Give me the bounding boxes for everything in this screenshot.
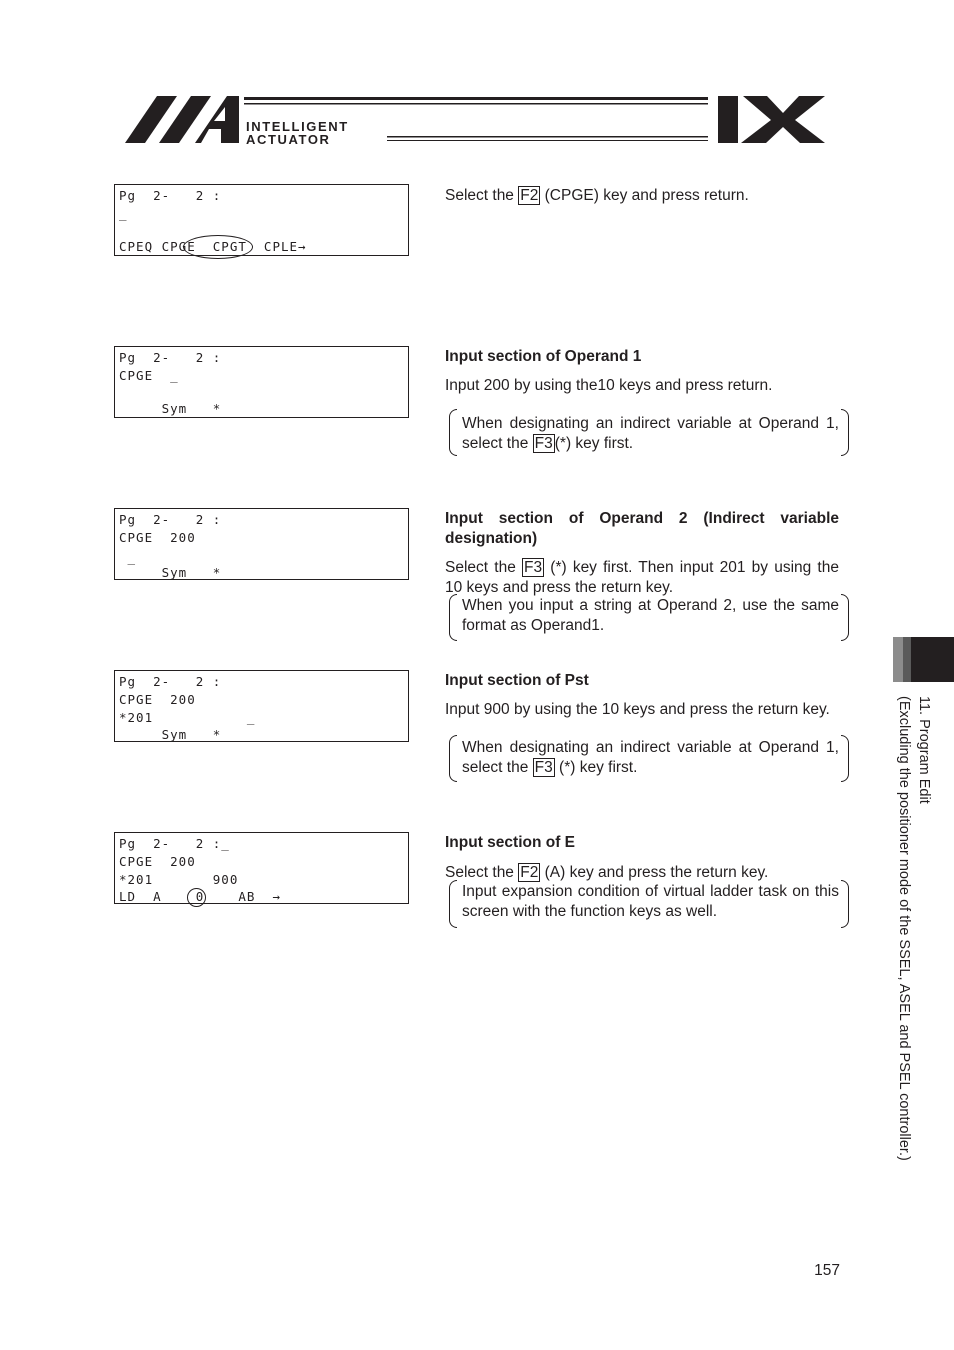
lcd-line: CPEQ CPGE CPGT CPLE→ — [119, 239, 307, 254]
lcd-line: LD A 0 AB → — [119, 889, 281, 904]
chapter-title-line2: (Excluding the positioner mode of the SSEL, ASEL and PSEL controller.) — [896, 696, 912, 1161]
step-3-heading: Input section of Operand 2 (Indirect variable designation) — [445, 510, 839, 547]
lcd-line: Sym * — [119, 727, 222, 742]
lcd-line: _ — [119, 206, 128, 221]
lcd-line: _ — [119, 550, 137, 565]
step-2-heading: Input section of Operand 1 — [445, 348, 642, 365]
step-3-instruction: Select the F3 (*) key first. Then input 201 by using the 10 keys and press the return key. — [445, 559, 839, 596]
brand-name-line1: INTELLIGENT — [246, 119, 349, 134]
lcd-line: *201 _ — [119, 710, 256, 725]
function-key-label: F2 — [520, 187, 539, 204]
function-key-label: F3 — [534, 759, 553, 776]
step-4-instruction: Input 900 by using the 10 keys and press the return key. — [445, 701, 830, 718]
step-2-note: When designating an indirect variable at Operand 1, select the F3 (*) key first. — [449, 409, 849, 456]
lcd-line: Pg 2- 2 : — [119, 512, 222, 527]
chapter-title — [882, 696, 934, 1216]
lcd-screen-2 — [114, 346, 409, 418]
page-number: 157 — [814, 1262, 840, 1279]
lcd-line: CPGE 200 — [119, 854, 196, 869]
iai-ix-logo-icon — [125, 93, 830, 148]
step-1-instruction: Select the F2 (CPGE) key and press return. — [445, 187, 749, 204]
step-2-instruction: Input 200 by using the10 keys and press return. — [445, 377, 773, 394]
lcd-line: CPGE 200 — [119, 530, 196, 545]
lcd-screen-4 — [114, 670, 409, 742]
company-logo — [125, 93, 830, 148]
lcd-screen-3 — [114, 508, 409, 580]
lcd-line: Sym * — [119, 565, 222, 580]
step-4-note: When designating an indirect variable at Operand 1, select the F3 (*) key first. — [449, 735, 849, 782]
step-5-instruction: Select the F2 (A) key and press the return key. — [445, 864, 769, 881]
lcd-line: Pg 2- 2 : — [119, 674, 222, 689]
lcd-line: CPGE 200 — [119, 692, 196, 707]
lcd-line: CPGE _ — [119, 368, 179, 383]
lcd-line: Pg 2- 2 :_ — [119, 836, 230, 851]
step-5-heading: Input section of E — [445, 834, 576, 851]
step-4-heading: Input section of Pst — [445, 672, 589, 689]
lcd-line: Pg 2- 2 : — [119, 350, 222, 365]
step-5-note: Input expansion condition of virtual ladder task on this screen with the function keys as well. — [449, 880, 849, 928]
chapter-title-line1: 11. Program Edit — [916, 696, 932, 804]
lcd-line: Sym * — [119, 401, 222, 416]
step-3-note: When you input a string at Operand 2, use the same format as Operand1. — [449, 594, 849, 641]
lcd-screen-1 — [114, 184, 409, 256]
lcd-line: Pg 2- 2 : — [119, 188, 222, 203]
lcd-screen-5 — [114, 832, 409, 904]
function-key-label: F3 — [534, 435, 553, 452]
selection-circle — [187, 888, 206, 907]
function-key-label: F2 — [520, 864, 539, 881]
selection-circle — [183, 235, 253, 259]
function-key-label: F3 — [524, 559, 543, 576]
lcd-line: *201 900 — [119, 872, 239, 887]
brand-name-line2: ACTUATOR — [246, 132, 331, 147]
